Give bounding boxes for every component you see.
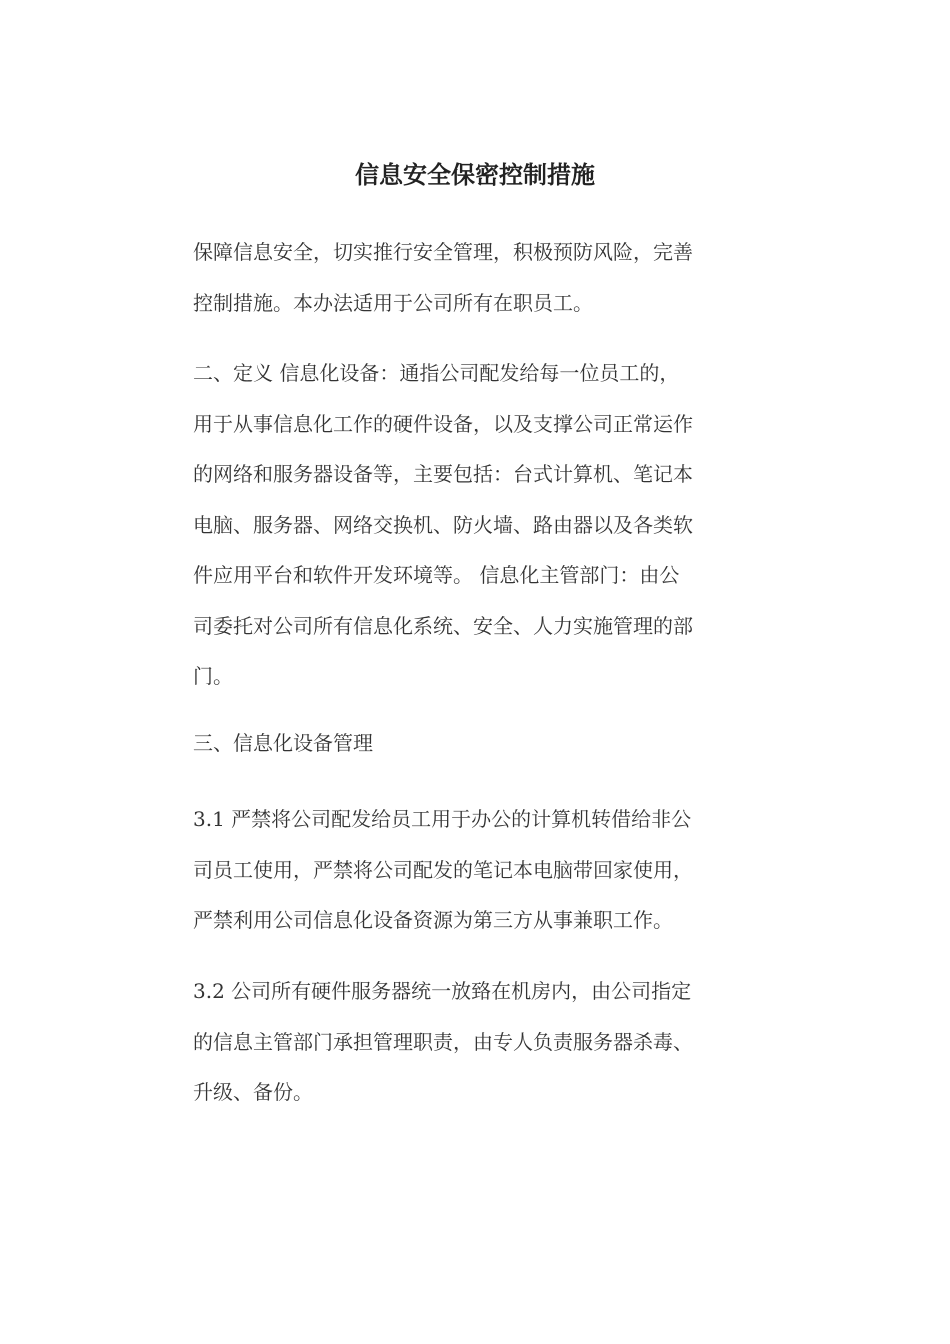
paragraph-line: 升级、备份。 [193, 1080, 313, 1104]
paragraph-line: 司委托对公司所有信息化系统、安全、人力实施管理的部 [193, 613, 693, 638]
clause-3-1 [193, 794, 763, 946]
paragraph-line: 控制措施。本办法适用于公司所有在职员工。 [193, 290, 593, 315]
paragraph-line: 3.2 公司所有硬件服务器统一放臵在机房内，由公司指定 [193, 979, 692, 1003]
paragraph-line: 司员工使用，严禁将公司配发的笔记本电脑带回家使用， [193, 857, 693, 882]
paragraph-line: 二、定义 信息化设备：通指公司配发给每一位员工的， [193, 361, 680, 385]
paragraph-line: 门。 [193, 664, 233, 688]
paragraph-line: 的信息主管部门承担管理职责，由专人负责服务器杀毒、 [193, 1029, 693, 1054]
paragraph-definitions [193, 348, 763, 702]
section-heading-equipment-management [193, 718, 763, 769]
paragraph-line: 的网络和服务器设备等，主要包括：台式计算机、笔记本 [193, 462, 693, 486]
paragraph-line: 保障信息安全，切实推行安全管理，积极预防风险，完善 [193, 240, 693, 264]
paragraph-line: 件应用平台和软件开发环境等。 信息化主管部门：由公 [193, 563, 680, 587]
paragraph-line: 严禁利用公司信息化设备资源为第三方从事兼职工作。 [193, 908, 673, 932]
paragraph-line: 用于从事信息化工作的硬件设备，以及支撑公司正常运作 [193, 411, 693, 436]
clause-3-2 [193, 966, 763, 1118]
paragraph-line: 3.1 严禁将公司配发给员工用于办公的计算机转借给非公 [193, 807, 692, 831]
paragraph-line: 三、信息化设备管理 [193, 731, 373, 755]
paragraph-purpose [193, 227, 763, 328]
page-title: 信息安全保密控制措施 [355, 161, 595, 189]
paragraph-line: 电脑、服务器、网络交换机、防火墙、路由器以及各类软 [193, 512, 693, 537]
